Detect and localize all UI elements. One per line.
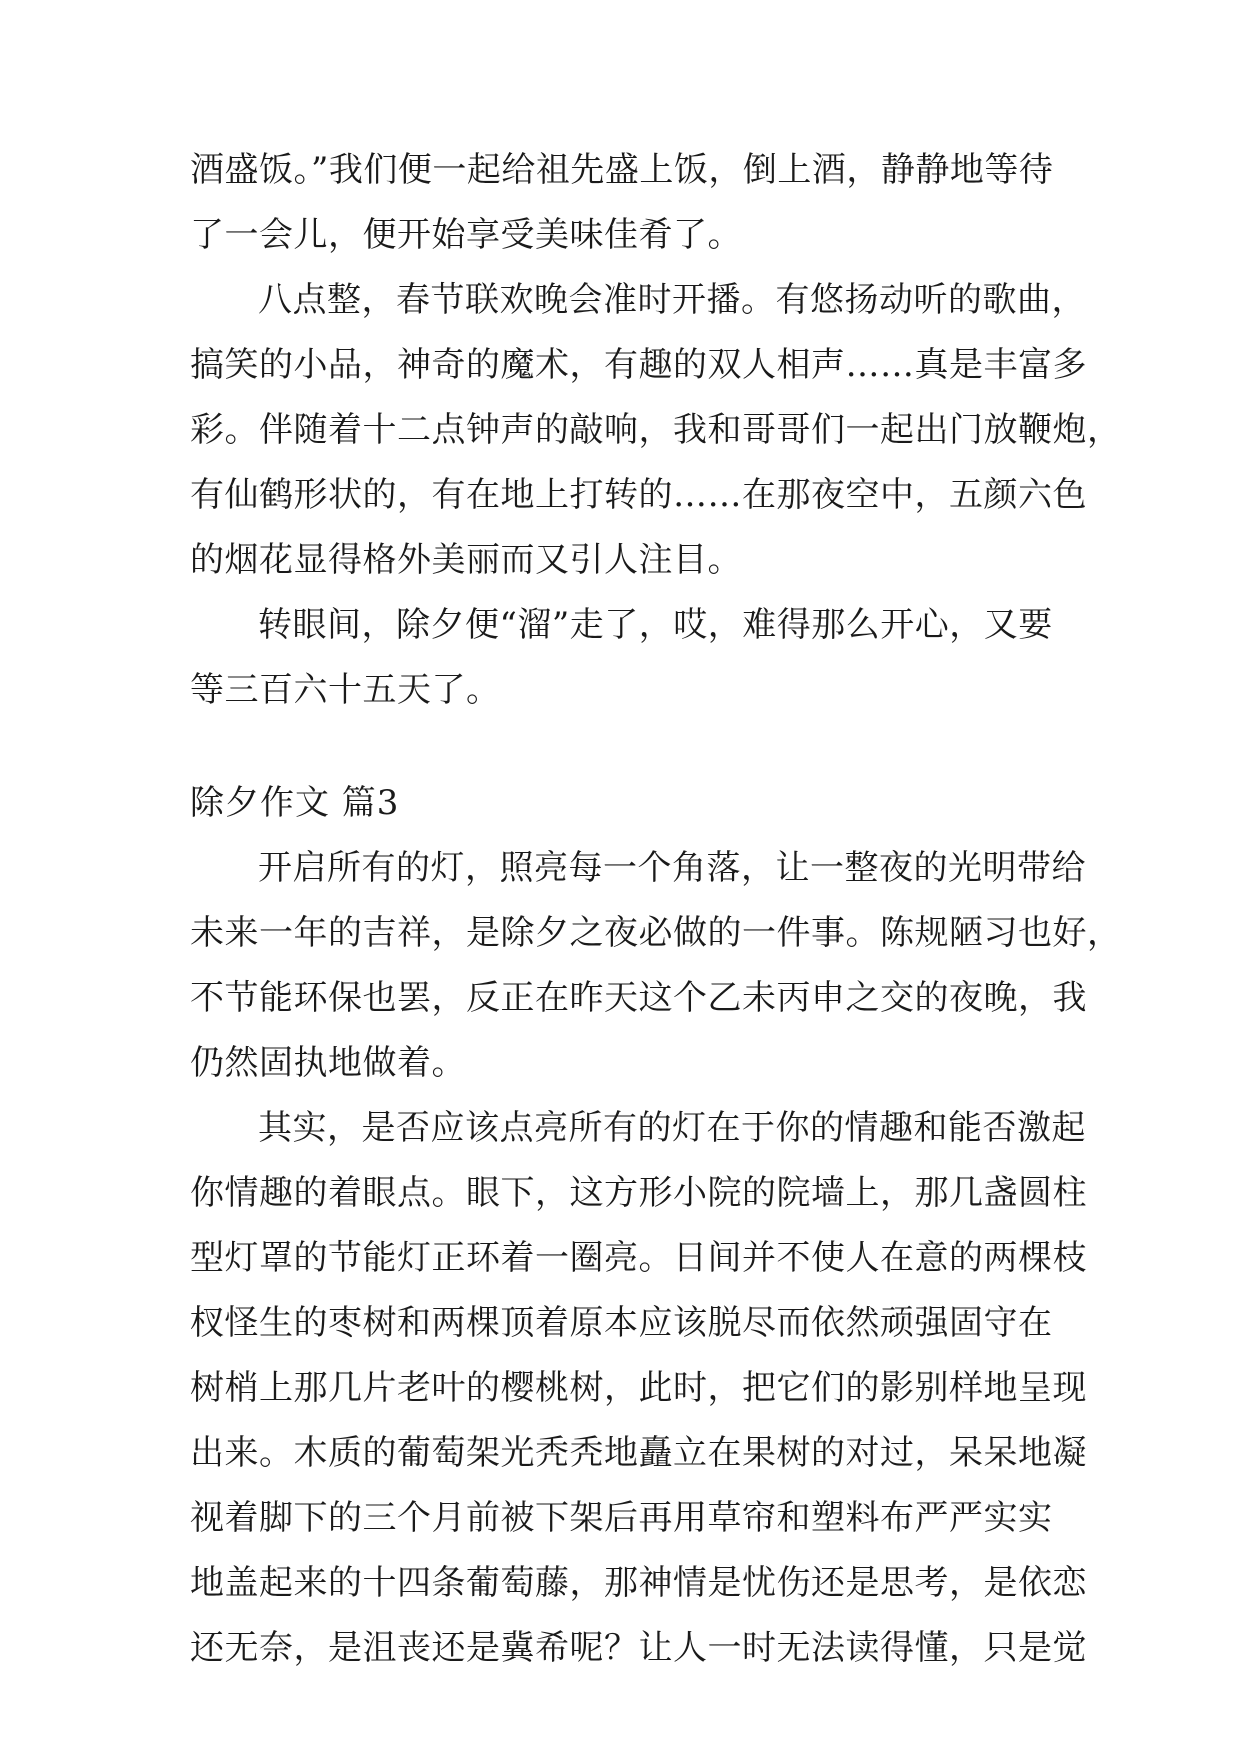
paragraph-line: 还无奈，是沮丧还是冀希呢？让人一时无法读得懂，只是觉 bbox=[190, 1628, 1087, 1668]
paragraph-line: 杈怪生的枣树和两棵顶着原本应该脱尽而依然顽强固守在 bbox=[190, 1303, 1053, 1343]
paragraph-line: 树梢上那几片老叶的樱桃树，此时，把它们的影别样地呈现 bbox=[190, 1368, 1087, 1408]
paragraph-line: 型灯罩的节能灯正环着一圈亮。日间并不使人在意的两棵枝 bbox=[190, 1238, 1087, 1278]
paragraph-line: 你情趣的着眼点。眼下，这方形小院的院墙上，那几盏圆柱 bbox=[190, 1173, 1087, 1213]
paragraph-first-line: 八点整，春节联欢晚会准时开播。有悠扬动听的歌曲， bbox=[258, 280, 1086, 320]
paragraph-line: 仍然固执地做着。 bbox=[190, 1043, 466, 1083]
paragraph-line: 地盖起来的十四条葡萄藤，那神情是忧伤还是思考，是依恋 bbox=[190, 1563, 1087, 1603]
paragraph-line: 彩。伴随着十二点钟声的敲响，我和哥哥们一起出门放鞭炮， bbox=[190, 410, 1122, 450]
paragraph-line: 视着脚下的三个月前被下架后再用草帘和塑料布严严实实 bbox=[190, 1498, 1053, 1538]
paragraph-line: 搞笑的小品，神奇的魔术，有趣的双人相声……真是丰富多 bbox=[190, 345, 1087, 385]
paragraph-line: 出来。木质的葡萄架光秃秃地矗立在果树的对过，呆呆地凝 bbox=[190, 1433, 1087, 1473]
section-heading: 除夕作文 篇3 bbox=[190, 783, 400, 823]
paragraph-first-line: 其实，是否应该点亮所有的灯在于你的情趣和能否激起 bbox=[258, 1108, 1086, 1148]
paragraph-line: 未来一年的吉祥，是除夕之夜必做的一件事。陈规陋习也好， bbox=[190, 913, 1122, 953]
paragraph-line: 有仙鹤形状的，有在地上打转的……在那夜空中，五颜六色 bbox=[190, 475, 1087, 515]
paragraph-line: 了一会儿，便开始享受美味佳肴了。 bbox=[190, 215, 742, 255]
paragraph-line: 等三百六十五天了。 bbox=[190, 670, 501, 710]
paragraph-first-line: 转眼间，除夕便“溜”走了，哎，难得那么开心，又要 bbox=[258, 605, 1053, 645]
paragraph-line: 不节能环保也罢，反正在昨天这个乙未丙申之交的夜晚，我 bbox=[190, 978, 1087, 1018]
paragraph-first-line: 开启所有的灯，照亮每一个角落，让一整夜的光明带给 bbox=[258, 848, 1086, 888]
paragraph-line: 的烟花显得格外美丽而又引人注目。 bbox=[190, 540, 742, 580]
paragraph-line: 酒盛饭。”我们便一起给祖先盛上饭，倒上酒，静静地等待 bbox=[190, 150, 1054, 190]
